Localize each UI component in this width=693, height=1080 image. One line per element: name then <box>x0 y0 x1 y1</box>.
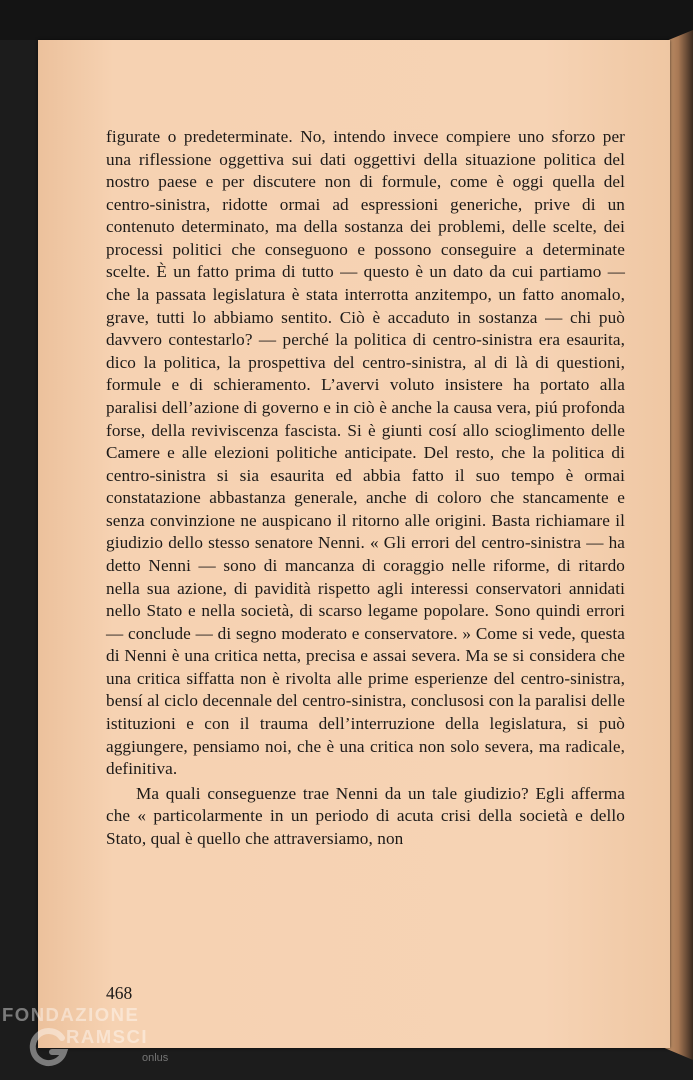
scan-background <box>0 0 693 40</box>
page-body-text <box>106 126 625 851</box>
page-number: 468 <box>106 983 133 1003</box>
watermark-suffix: onlus <box>142 1052 169 1064</box>
paragraph-2: Ma quali conseguenze trae Nenni da un tale giudizio? Egli afferma che « particolarmente in un periodo di acuta crisi della società e dello Stato, qual è quello che attraversiamo, non <box>106 783 625 848</box>
fondazione-gramsci-watermark <box>2 1004 202 1076</box>
watermark-line2: RAMSCI <box>66 1026 148 1047</box>
watermark-line1: FONDAZIONE <box>2 1004 140 1025</box>
paragraph-1: figurate o predeterminate. No, intendo invece compiere uno sforzo per una riflessione oggettiva sui dati oggettivi della situazione politica del nostro paese e per discutere non di formule, come è oggi quella del centro-sinistra, ridotte ormai ad espressioni generiche, prive di un contenuto determinato, ma della sostanza dei problemi, delle scelte, dei processi politici che conseguono e possono conseguire a determinate scelte. È un fatto prima di tutto — questo è un dato da cui partiamo — che la passata legislatura è stata interrotta anzitempo, un fatto anomalo, grave, tutti lo abbiamo sentito. Ciò è accaduto in sostanza — chi può davvero contestarlo? — perché la politica di centro-sinistra era esaurita, dico la politica, la prospettiva del centro-sinistra, al di là di questioni, formule e di schieramento. L’avervi voluto insistere ha portato alla paralisi dell’azione di governo e in ciò è anche la causa vera, piú profonda forse, della reviviscenza fascista. Si è giunti cosí allo scioglimento delle Camere e alle elezioni politiche anticipate. Del resto, che la politica di centro-sinistra si sia esaurita ed abbia fatto il suo tempo è ormai constatazione abbastanza generale, anche di coloro che stancamente e senza convinzione ne auspicano il ritorno alle origini. Basta richiamare il giudizio dello stesso senatore Nenni. « Gli errori del centro-sinistra — ha detto Nenni — sono di mancanza di coraggio nelle riforme, di ritardo nella sua azione, di pavidità rispetto agli interessi conservatori annidati nello Stato e nella società, di scarso legame popolare. Sono quindi errori — conclude — di segno moderato e conservatore. » Come si vede, questa di Nenni è una critica netta, precisa e assai severa. Ma se si considera che una critica siffatta non è rivolta alle prime esperienze del centro-sinistra, bensí al ciclo decennale del centro-sinistra, conclusosi con la paralisi delle istituzioni e con il trauma dell’interruzione della legislatura, si può aggiungere, pensiamo noi, che è una critica non solo severa, ma radicale, definitiva. <box>106 127 625 779</box>
